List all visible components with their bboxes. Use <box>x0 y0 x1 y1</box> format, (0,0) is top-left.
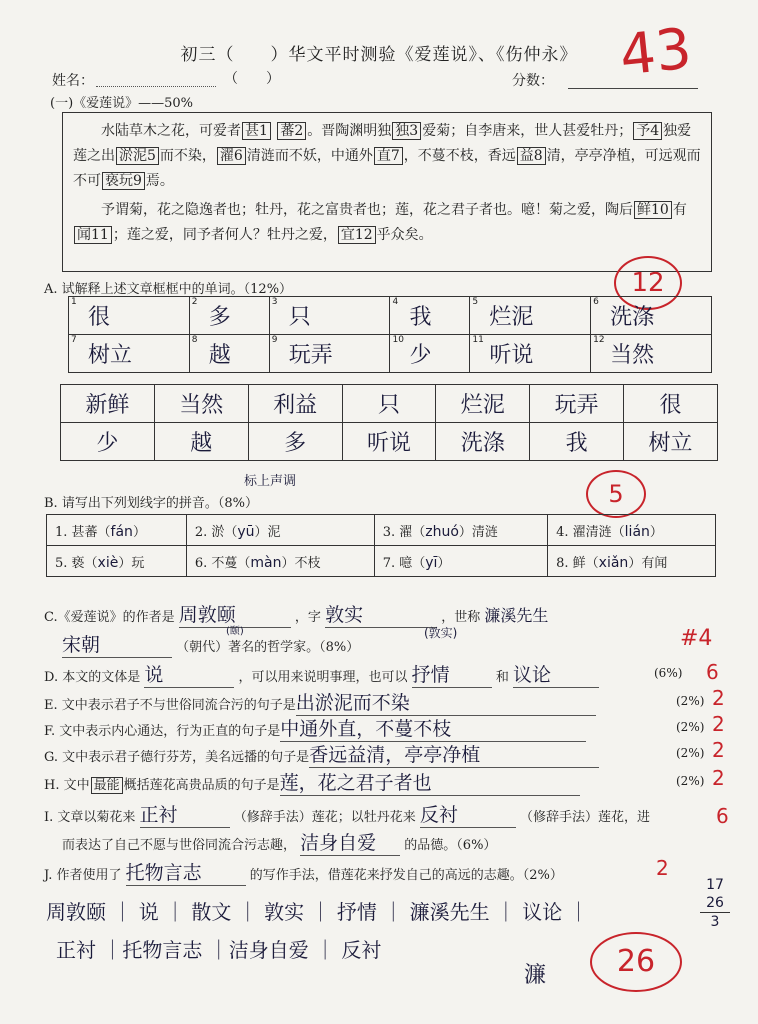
pinyin-cell: 3. 濯（zhuó）清涟 <box>374 515 547 546</box>
question-f-answer: 中通外直，不蔓不枝 <box>280 714 586 742</box>
boxed-word: 宜12 <box>338 226 376 244</box>
word-bank-cell: 少 <box>61 423 155 461</box>
passage-text: 予谓菊，花之隐逸者也；牡丹，花之富贵者也；莲，花之君子者也。噫！菊之爱，陶后 <box>101 202 633 218</box>
question-d-answer1: 说 <box>144 660 234 688</box>
pinyin-answer: xiè <box>97 554 119 571</box>
cell-answer: 越 <box>208 343 231 368</box>
answer-cell <box>390 297 470 335</box>
word-bank-cell: 听说 <box>342 423 436 461</box>
name-label: 姓名： <box>52 73 94 89</box>
question-d-points: (6%) <box>654 666 683 680</box>
question-c <box>44 600 548 628</box>
word-bank-cell: 新鲜 <box>61 385 155 423</box>
cell-number: 2 <box>191 297 198 307</box>
answer-cell <box>189 335 269 373</box>
cell-answer: 当然 <box>610 343 655 368</box>
passage-paragraph-1 <box>73 119 701 194</box>
word-bank-cell: 只 <box>342 385 436 423</box>
question-a-score: 12 <box>614 256 682 310</box>
pinyin-table <box>46 514 716 577</box>
score-line <box>568 88 698 89</box>
question-c-dynasty: 宋朝 <box>62 630 172 658</box>
passage-box <box>62 112 712 272</box>
passage-text: ，不蔓不枝，香远 <box>403 148 516 164</box>
cell-number: 3 <box>271 297 278 307</box>
question-h: H. 文中 最能 概括莲花高贵品质的句子是莲，花之君子者也 <box>44 768 580 796</box>
word-bank-cell: 利益 <box>248 385 342 423</box>
question-e-mark: 2 <box>712 686 725 710</box>
question-e-points: (2%) <box>676 694 705 708</box>
passage-text: 独爱莲之出 <box>73 123 692 164</box>
question-c-line2 <box>62 630 359 658</box>
word-bank-cell: 越 <box>154 423 248 461</box>
question-j: J. 作者使用了 托物言志 的写作手法，借莲花来抒发自己的高远的志趣。（2%） <box>44 858 563 886</box>
question-c-title: 濂溪先生 <box>484 606 549 625</box>
question-d-mark: 6 <box>706 660 719 684</box>
answer-cell <box>69 335 190 373</box>
answer-grid-a <box>68 296 712 373</box>
boxed-word: 濯6 <box>217 147 246 165</box>
question-e-answer: 出淤泥而不染 <box>296 688 596 716</box>
word-bank-cell: 多 <box>248 423 342 461</box>
boxed-word: 直7 <box>374 147 403 165</box>
question-g-mark: 2 <box>712 738 725 762</box>
boxed-word: 独3 <box>392 122 421 140</box>
cell-number: 12 <box>593 335 605 345</box>
pinyin-answer: fán <box>110 523 133 540</box>
question-c-mark: #4 <box>680 626 713 651</box>
answer-cell <box>269 335 390 373</box>
pinyin-answer: zhuó <box>425 523 459 540</box>
question-b-note: 标上声调 <box>244 474 297 489</box>
cell-number: 9 <box>271 335 278 345</box>
cell-number: 4 <box>392 297 399 307</box>
passage-text: 清涟而不妖，中通外 <box>246 148 373 164</box>
answer-cell <box>269 297 390 335</box>
question-g-points: (2%) <box>676 746 705 760</box>
word-bank-cell: 洗涤 <box>436 423 530 461</box>
answer-cell <box>69 297 190 335</box>
boxed-word: 鲜10 <box>634 201 672 219</box>
cell-number: 11 <box>472 335 484 345</box>
cell-answer: 树立 <box>88 343 133 368</box>
question-e: E. 文中表示君子不与世俗同流合污的句子是出淤泥而不染 <box>44 688 596 716</box>
pinyin-answer: yī <box>425 554 438 571</box>
question-j-mark: 2 <box>656 856 669 880</box>
passage-text: 而不染， <box>159 148 216 164</box>
passage-text: 清，亭亭净植，可远观而不可 <box>73 148 701 189</box>
word-bank-cell: 我 <box>530 423 624 461</box>
question-c-mid1: ，字 <box>294 610 321 625</box>
question-d: D. 本文的文体是 说 ，可以用来说明事理，也可以 抒情 和 议论 <box>44 660 599 688</box>
question-c-note2: (敦实) <box>424 626 458 640</box>
question-g-answer: 香远益清，亭亭净植 <box>309 740 599 768</box>
question-f-points: (2%) <box>676 720 705 734</box>
question-a-label: A. 试解释上述文章框框中的单词。（12%） <box>44 282 293 297</box>
word-bank-cell: 当然 <box>154 385 248 423</box>
passage-text: 。晋陶渊明独 <box>307 123 392 139</box>
question-c-courtesy: 敦实 <box>325 600 437 628</box>
page-title: 初三（ ）华文平时测验《爱莲说》、《伤仲永》 <box>180 45 578 65</box>
cell-number: 8 <box>191 335 198 345</box>
question-i-mark: 6 <box>716 804 729 828</box>
passage-text: 有 <box>672 202 687 218</box>
word-bank-cell: 树立 <box>624 423 718 461</box>
pinyin-cell: 1. 甚蕃（fán） <box>47 515 187 546</box>
name-line <box>96 86 216 87</box>
passage-text: 水陆草木之花，可爱者 <box>101 123 241 139</box>
question-i-line2: 而表达了自己不愿与世俗同流合污志趣， 洁身自爱 的品德。（6%） <box>62 828 496 856</box>
passage-paragraph-2 <box>73 198 701 248</box>
boxed-word: 闻11 <box>74 226 112 244</box>
cell-answer: 少 <box>409 343 432 368</box>
cell-answer: 烂泥 <box>489 305 534 330</box>
boxed-word: 淤泥5 <box>116 147 159 165</box>
section1-heading: (一)《爱莲说》——50% <box>50 96 194 111</box>
question-c-mid3: （朝代）著名的哲学家。（8%） <box>176 640 360 655</box>
cell-number: 7 <box>71 335 77 345</box>
cell-answer: 听说 <box>489 343 534 368</box>
cell-number: 10 <box>392 335 404 345</box>
answer-cell <box>470 297 591 335</box>
answer-cell <box>470 335 591 373</box>
class-paren: （ ） <box>224 71 280 87</box>
question-c-author: 周敦颐 <box>179 600 291 628</box>
question-i: I. 文章以菊花来 正衬 （修辞手法）莲花；以牡丹花来 反衬 （修辞手法）莲花，进 <box>44 800 650 828</box>
question-b-score: 5 <box>586 470 646 518</box>
pinyin-cell: 6. 不蔓（màn）不枝 <box>186 546 374 577</box>
question-f: F. 文中表示内心通达，行为正直的句子是中通外直，不蔓不枝 <box>44 714 586 742</box>
answer-cell <box>591 297 712 335</box>
bottom-word-list-1: 周敦颐 ｜ 说 ｜ 散文 ｜ 敦实 ｜ 抒情 ｜ 濂溪先生 ｜ 议论 ｜ <box>46 900 589 924</box>
question-g: G. 文中表示君子德行芬芳，美名远播的句子是香远益清，亭亭净植 <box>44 740 599 768</box>
cell-answer: 我 <box>409 305 432 330</box>
cell-answer: 玩弄 <box>288 343 333 368</box>
answer-cell <box>591 335 712 373</box>
pinyin-answer: yū <box>237 523 255 540</box>
question-i-answer1: 正衬 <box>140 800 230 828</box>
score-label: 分数： <box>512 73 554 89</box>
boxed-word: 予4 <box>633 122 662 140</box>
boxed-word: 益8 <box>517 147 546 165</box>
passage-text: 乎众矣。 <box>376 227 433 243</box>
question-i-answer3: 洁身自爱 <box>300 828 400 856</box>
question-h-box: 最能 <box>91 777 123 794</box>
question-j-answer: 托物言志 <box>126 858 246 886</box>
question-c-mid2: ，世称 <box>441 610 481 625</box>
pinyin-cell: 2. 淤（yū）泥 <box>186 515 374 546</box>
question-b-label: B. 请写出下列划线字的拼音。（8%） <box>44 496 258 511</box>
question-f-mark: 2 <box>712 712 725 736</box>
pinyin-answer: lián <box>624 523 650 540</box>
word-bank-cell: 很 <box>624 385 718 423</box>
passage-text: ；莲之爱，同予者何人？牡丹之爱， <box>112 227 337 243</box>
pinyin-answer: màn <box>250 554 282 571</box>
question-c-pre: C.《爱莲说》的作者是 <box>44 610 175 625</box>
question-h-answer: 莲，花之君子者也 <box>280 768 580 796</box>
cell-number: 1 <box>71 297 77 307</box>
boxed-word: 蕃2 <box>277 122 306 140</box>
word-bank-cell: 烂泥 <box>436 385 530 423</box>
section-score: 26 <box>590 932 682 992</box>
pinyin-answer: xiǎn <box>598 554 629 571</box>
question-h-mark: 2 <box>712 766 725 790</box>
cell-number: 5 <box>472 297 479 307</box>
answer-cell <box>189 297 269 335</box>
question-c-note1: (颐) <box>226 626 244 637</box>
question-h-points: (2%) <box>676 774 705 788</box>
question-d-answer2: 抒情 <box>412 660 492 688</box>
pinyin-cell: 7. 噫（yī） <box>374 546 547 577</box>
signature: 濂 <box>524 963 547 988</box>
answer-cell <box>390 335 470 373</box>
cell-answer: 洗涤 <box>610 305 655 330</box>
word-bank-cell: 玩弄 <box>530 385 624 423</box>
score-calculation: 17 26 3 <box>700 876 730 931</box>
pinyin-cell: 4. 濯清涟（lián） <box>548 515 716 546</box>
question-i-answer2: 反衬 <box>420 800 516 828</box>
passage-text: 焉。 <box>145 173 174 189</box>
boxed-word: 亵玩9 <box>102 172 145 190</box>
total-score: 43 <box>616 16 695 89</box>
bottom-word-list-2: 正衬 ｜托物言志 ｜洁身自爱 ｜ 反衬 <box>56 938 382 962</box>
cell-answer: 很 <box>88 305 111 330</box>
pinyin-cell: 5. 亵（xiè）玩 <box>47 546 187 577</box>
pinyin-cell: 8. 鲜（xiǎn）有闻 <box>548 546 716 577</box>
boxed-word: 甚1 <box>242 122 271 140</box>
cell-answer: 多 <box>208 305 231 330</box>
passage-text <box>272 123 276 139</box>
question-d-answer3: 议论 <box>513 660 599 688</box>
word-bank-table <box>60 384 718 461</box>
cell-answer: 只 <box>288 305 311 330</box>
passage-text: 爱菊；自李唐来，世人甚爱牡丹； <box>422 123 633 139</box>
cell-number: 6 <box>593 297 599 307</box>
